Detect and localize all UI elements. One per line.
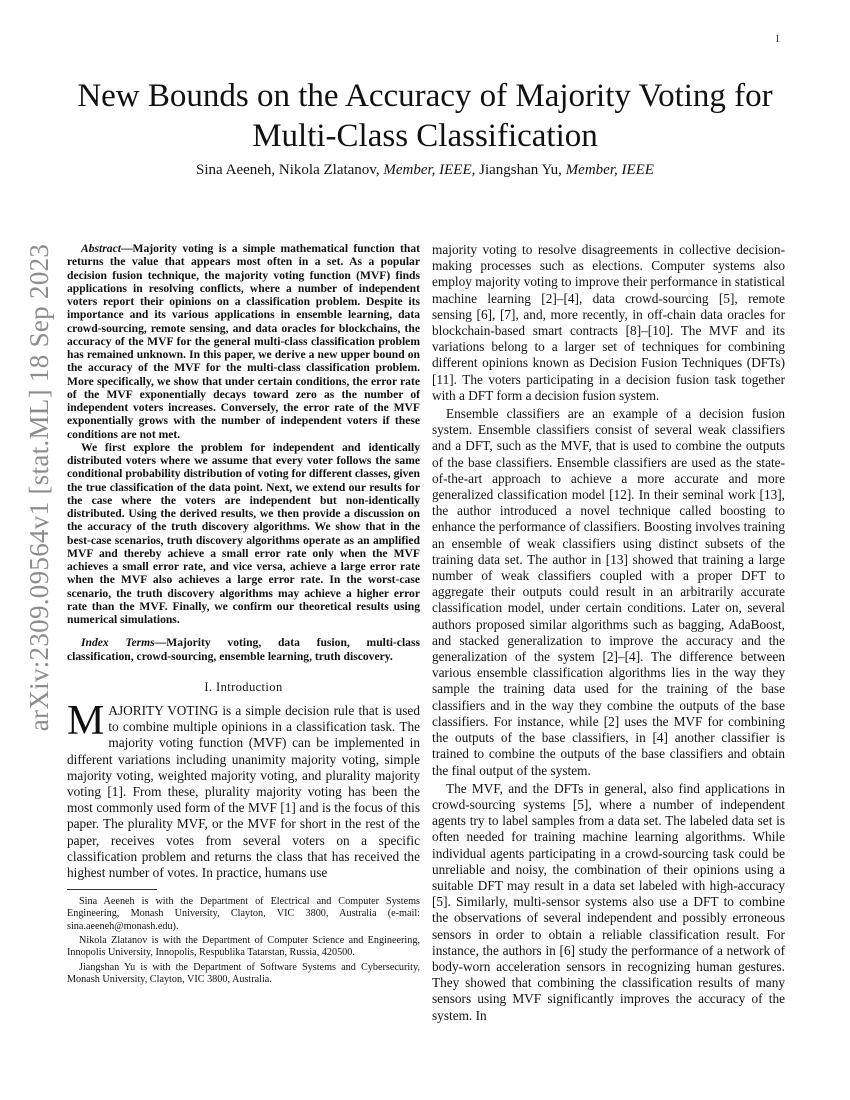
page-number: 1 [775,34,780,45]
body-paragraph: The MVF, and the DFTs in general, also find applications in crowd-sourcing systems [5], where a number of independent agents try to label samples from a data set. The labeled data set is often needed for training machine learning algorithms. While individual agents participating in a crowd-sourcing task could be unreliable and noisy, the combination of their opinions using a suitable DFT may result in a data set labeled with high-accuracy [5]. Similarly, multi-sensor systems also use a DFT to combine the observations of several independent and possibly erroneous sensors in order to obtain a reliable classification result. For instance, the authors in [6] study the performance of a network of body-worn acceleration sensors in recognizing human gestures. They showed that combining the classification results of many sensors using MVF significantly improves the accuracy of the system. In [432,780,785,1023]
author-membership-last: Member, IEEE [565,162,654,178]
arxiv-identifier-text: arXiv:2309.09564v1 [stat.ML] 18 Sep 2023 [24,243,55,731]
index-terms-label: Index Terms [81,636,155,650]
abstract-text-1: —Majority voting is a simple mathematical function that returns the value that appears most often in a set. As a popular decision fusion technique, the majority voting function (MVF) finds applications in resolving conflicts, where a number of independent voters report their opinions on a classification problem. Despite its importance and its various applications in ensemble learning, data crowd-sourcing, remote sensing, and data oracles for blockchains, the accuracy of the MVF for the general multi-class classification problem has remained unknown. In this paper, we derive a new upper bound on the accuracy of the MVF for the multi-class classification problem. More specifically, we show that under certain conditions, the error rate of the MVF exponentially decays toward zero as the number of independent voters increases. Conversely, the error rate of the MVF exponentially grows with the number of independent voters if these conditions are not met. [67,242,420,441]
paper-title: New Bounds on the Accuracy of Majority Voting for Multi-Class Classification [77,78,773,154]
body-paragraph: Ensemble classifiers are an example of a decision fusion system. Ensemble classifiers consist of several weak classifiers and a DFT, such as the MVF, that is used to combine the outputs of the base classifiers. Ensemble classifiers are used as the state-of-the-art approach to achieve a more accurate and more generalized classification model [12]. In their seminal work [13], the author introduced a novel technique called boosting to enhance the performance of classifiers. Boosting involves training an ensemble of weak classifiers using distinct subsets of the training data set. The author in [13] showed that training a large number of weak classifiers coupled with a proper DFT to aggregate their outputs could result in an arbitrarily accurate classification model, under certain conditions. Later on, several authors proposed similar algorithms such as bagging, AdaBoost, and stacked generalization to improve the accuracy and the generalization of the system [2]–[4]. The difference between various ensemble classification algorithms lies in the way they sample the training data used for the training of the base classifiers and in the way they combine the outputs of the base classifiers. For instance, while [2] uses the MVF for combining the outputs of the base classifiers, in [4] another classifier is trained to combine the outputs of the base classifiers and obtain the final output of the system. [432,406,785,778]
footnote-affiliation: Sina Aeeneh is with the Department of Electrical and Computer Systems Engineering, Monash University, Clayton, VIC 3800, Australia (e-mail: sina.aeeneh@monash.edu). [67,896,420,932]
body-paragraph: majority voting to resolve disagreements in collective decision-making processes such as elections. Computer systems also employ majority voting to improve their performance in statistical machine learning [2]–[4], data crowd-sourcing [5], remote sensing [6], [7], and, more recently, in off-chain data oracles for blockchain-based smart contracts [8]–[10]. The MVF and its variations belong to a larger set of techniques for combining different opinions known as Decision Fusion Techniques (DFTs) [11]. The voters participating in a decision fusion task together with a DFT form a decision fusion system. [432,242,785,403]
abstract-label: Abstract [81,242,121,255]
footnotes [67,896,420,986]
author-line [60,160,790,180]
right-column [432,242,785,1026]
arxiv-identifier [20,243,60,731]
left-column [67,242,420,988]
abstract [67,242,420,626]
author-name-last: Jiangshan Yu, [479,162,562,178]
drop-cap: M [67,697,105,744]
index-terms [67,636,420,663]
intro-text: AJORITY VOTING is a simple decision rule that is used to combine multiple opinions in a classification task. The majority voting function (MVF) can be implemented in different variations including unanimity majority voting, simple majority voting, weighted majority voting, and plurality majority voting [1]. From these, plurality majority voting has been the most commonly used form of the MVF [1] and is the focus of this paper. The plurality MVF, or the MVF for short in the rest of the paper, receives votes from several voters on a specific classification problem and returns the class that has received the highest number of votes. In practice, humans use [67,702,420,880]
footnote-divider [67,889,157,890]
author-membership: Member, IEEE, [383,162,476,178]
intro-paragraph [67,697,420,881]
footnote-affiliation: Jiangshan Yu is with the Department of Software Systems and Cybersecurity, Monash University, Clayton, VIC 3800, Australia. [67,961,420,985]
author-names: Sina Aeeneh, Nikola Zlatanov, [196,162,380,178]
section-heading-introduction: I. Introduction [204,679,283,694]
footnote-affiliation: Nikola Zlatanov is with the Department of Computer Science and Engineering, Innopolis University, Innopolis, Respublika Tatarstan, Russia, 420500. [67,935,420,959]
abstract-paragraph-1 [67,242,420,441]
index-terms-text: —Majority voting, data fusion, multi-class classification, crowd-sourcing, ensemble learning, truth discovery. [67,636,420,663]
abstract-paragraph-2: We first explore the problem for independent and identically distributed voters where we assume that every voter follows the same conditional probability distribution of voting for different classes, given the true classification of the data point. Next, we extend our results for the case where the voters are independent but non-identically distributed. Using the derived results, we then provide a discussion on the accuracy of the truth discovery algorithms. We show that in the best-case scenarios, truth discovery algorithms operate as an amplified MVF and thereby achieve a small error rate only when the MVF achieves a small error rate, and vice versa, achieve a large error rate when the MVF also achieves a large error rate. In the worst-case scenario, the truth discovery algorithms may achieve a higher error rate than the MVF. Finally, we confirm our theoretical results using numerical simulations. [67,440,420,626]
